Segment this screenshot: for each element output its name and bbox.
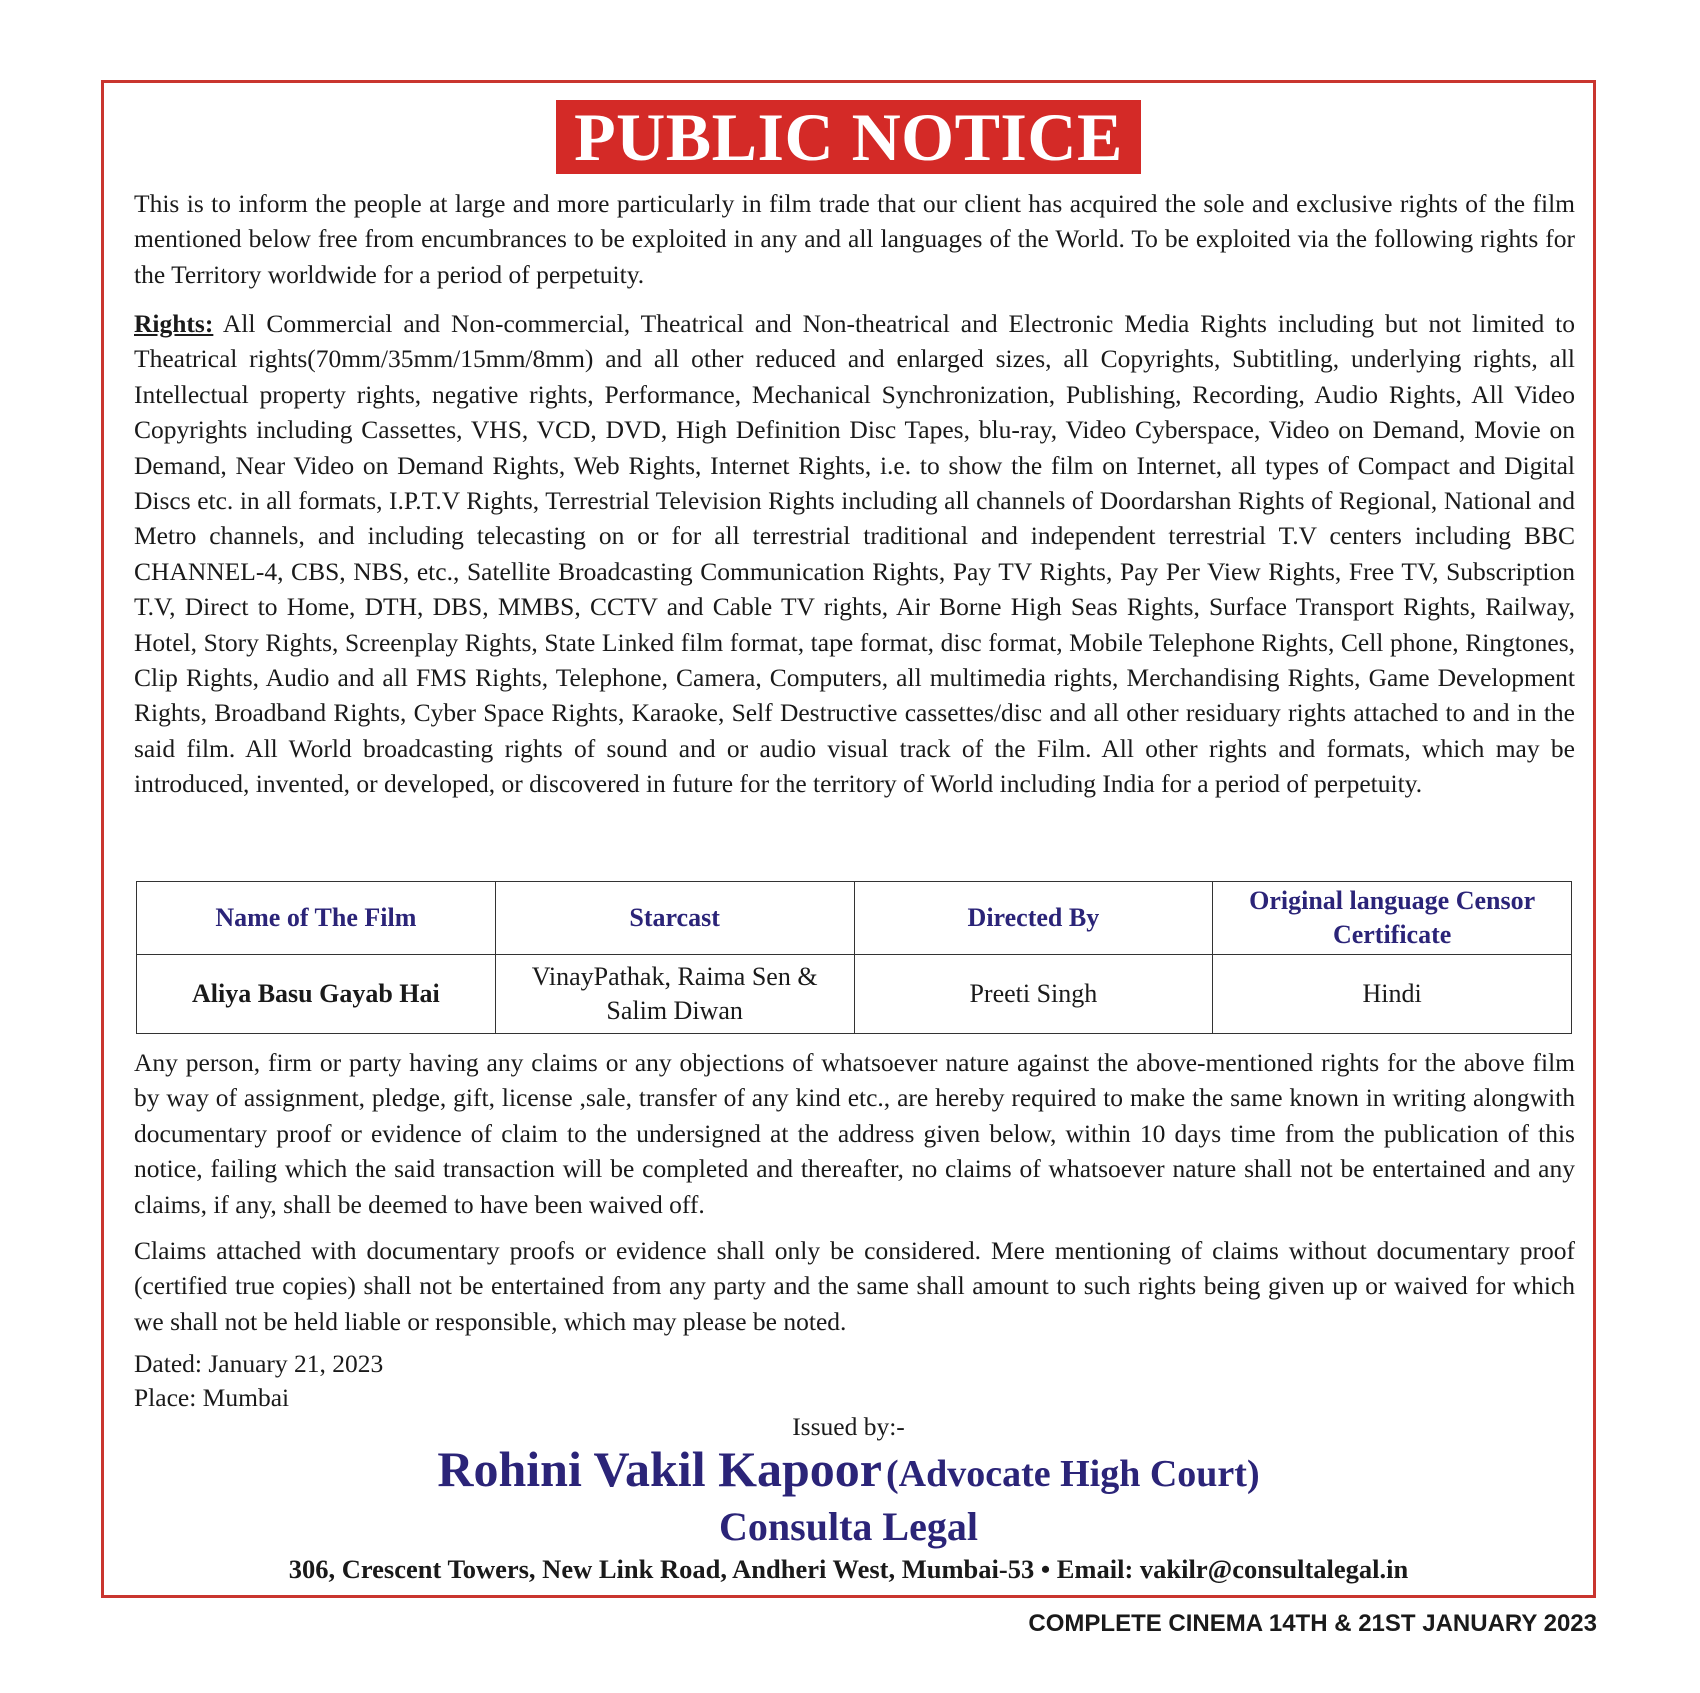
rights-label: Rights: bbox=[134, 309, 214, 338]
title-banner bbox=[104, 100, 1593, 174]
issued-by-label: Issued by:- bbox=[792, 1412, 905, 1441]
notice-title: PUBLIC NOTICE bbox=[556, 100, 1141, 174]
issuer-title: (Advocate High Court) bbox=[885, 1453, 1260, 1495]
film-table bbox=[136, 881, 1572, 1034]
documentary-paragraph: Claims attached with documentary proofs or evidence shall only be considered. Mere mentioning of claims without documentary proof (certified true copies) shall not be entertained from any party and the same shall amount to such rights being given up or waived for which we shall not be held liable or responsible, which may please be noted. bbox=[134, 1236, 1575, 1336]
header-film-name: Name of The Film bbox=[137, 882, 496, 955]
rights-text: All Commercial and Non-commercial, Theatrical and Non-theatrical and Electronic Media Rights including but not limited to Theatrical rights(70mm/35mm/15mm/8mm) and all other reduced and enlarged sizes, all Copyrights, Subtitling, underlying rights, all Intellectual property rights, negative rights, Performance, Mechanical Synchronization, Publishing, Recording, Audio Rights, All Video Copyrights including Cassettes, VHS, VCD, DVD, High Definition Disc Tapes, blu-ray, Video Cyberspace, Video on Demand, Movie on Demand, Near Video on Demand Rights, Web Rights, Internet Rights, i.e. to show the film on Internet, all types of Compact and Digital Discs etc. in all formats, I.P.T.V Rights, Terrestrial Television Rights including all channels of Doordarshan Rights of Regional, National and Metro channels, and including telecasting on or for all terrestrial traditional and independent terrestrial T.V centers including BBC CHANNEL-4, CBS, NBS, etc., Satellite Broadcasting Communication Rights, Pay TV Rights, Pay Per View Rights, Free TV, Subscription T.V, Direct to Home, DTH, DBS, MMBS, CCTV and Cable TV rights, Air Borne High Seas Rights, Surface Transport Rights, Railway, Hotel, Story Rights, Screenplay Rights, State Linked film format, tape format, disc format, Mobile Telephone Rights, Cell phone, Ringtones, Clip Rights, Audio and all FMS Rights, Telephone, Camera, Computers, all multimedia rights, Merchandising Rights, Game Development Rights, Broadband Rights, Cyber Space Rights, Karaoke, Self Destructive cassettes/disc and all other residuary rights attached to and in the said film. All World broadcasting rights of sound and or audio visual track of the Film. All other rights and formats, which may be introduced, invented, or developed, or discovered in future for the territory of World including India for a period of perpetuity. bbox=[134, 309, 1576, 799]
issuer-address: 306, Crescent Towers, New Link Road, Andheri West, Mumbai-53 • Email: vakilr@consultalegal.in bbox=[288, 1554, 1409, 1584]
intro-paragraph: This is to inform the people at large and more particularly in film trade that our client has acquired the sole and exclusive rights of the film mentioned below free from encumbrances to be exploited in any and all languages of the World. To be exploited via the following rights for the Territory worldwide for a period of perpetuity. bbox=[134, 189, 1575, 289]
publication-footer: COMPLETE CINEMA 14TH & 21ST JANUARY 2023 bbox=[1028, 1610, 1597, 1637]
table-row bbox=[137, 955, 1572, 1034]
header-language: Original language Censor Certificate bbox=[1213, 882, 1572, 955]
claims-paragraph: Any person, firm or party having any claims or any objections of whatsoever nature against the above-mentioned rights for the above film by way of assignment, pledge, gift, license ,sale, transfer of any kind etc., are hereby required to make the same known in writing alongwith documentary proof or evidence of claim to the undersigned at the address given below, within 10 days time from the publication of this notice, failing which the said transaction will be completed and thereafter, no claims of whatsoever nature shall not be entertained and any claims, if any, shall be deemed to have been waived off. bbox=[134, 1048, 1575, 1219]
place-line: Place: Mumbai bbox=[134, 1383, 290, 1412]
issuer bbox=[104, 1440, 1593, 1498]
firm-name: Consulta Legal bbox=[719, 1504, 978, 1549]
cell-starcast: VinayPathak, Raima Sen & Salim Diwan bbox=[495, 955, 854, 1034]
cell-film-name: Aliya Basu Gayab Hai bbox=[137, 955, 496, 1034]
dated-line: Dated: January 21, 2023 bbox=[134, 1349, 384, 1378]
rights-paragraph bbox=[134, 306, 1575, 802]
issuer-name: Rohini Vakil Kapoor bbox=[437, 1441, 882, 1497]
cell-language: Hindi bbox=[1213, 955, 1572, 1034]
cell-director: Preeti Singh bbox=[854, 955, 1213, 1034]
table-header-row bbox=[137, 882, 1572, 955]
header-directed-by: Directed By bbox=[854, 882, 1213, 955]
public-notice bbox=[101, 80, 1596, 1598]
header-starcast: Starcast bbox=[495, 882, 854, 955]
